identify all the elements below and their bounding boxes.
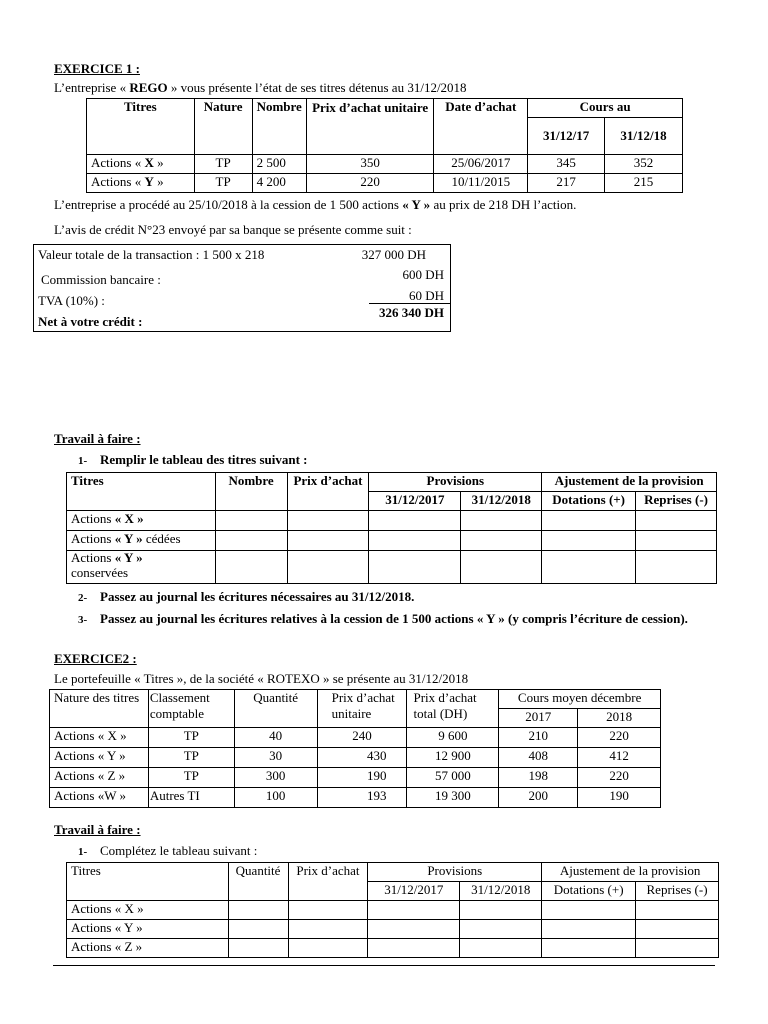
cell-quantite: 100	[234, 788, 317, 808]
question-1-3: 3- Passez au journal les écritures relatives à la cession de 1 500 actions « Y » (y compris l’écriture de cession).	[78, 611, 688, 626]
col-header-cours-2018: 31/12/18	[605, 118, 683, 155]
cell-prix-total: 9 600	[407, 728, 499, 748]
col-header-provisions: Provisions	[368, 863, 542, 882]
cell-titre: Actions « X »	[67, 511, 216, 531]
cell-titre: Actions « Y »	[67, 920, 229, 939]
col-header-quantite: Quantité	[228, 863, 288, 901]
exercise-1-title: EXERCICE 1 :	[54, 61, 140, 76]
exercise-1-intro	[54, 80, 467, 96]
cell-nature: TP	[194, 155, 252, 174]
cell-2018: 220	[578, 728, 661, 748]
avis-value-tva: 60 DH	[408, 288, 444, 303]
cell-input[interactable]	[542, 531, 636, 551]
cell-titre: Actions « Y »	[87, 174, 195, 193]
col-header-2017: 2017	[499, 709, 578, 728]
cell-classement: Autres TI	[148, 788, 234, 808]
cell-input[interactable]	[542, 939, 636, 958]
cell-date: 25/06/2017	[434, 155, 528, 174]
cell-input[interactable]	[636, 531, 717, 551]
col-header-titres: Titres	[87, 99, 195, 155]
cell-input[interactable]	[215, 531, 287, 551]
col-header-classement: Classement comptable	[148, 690, 234, 728]
avis-label-transaction: Valeur totale de la transaction : 1 500 x 218	[38, 247, 265, 262]
cell-nature: Actions « Z »	[50, 768, 149, 788]
cell-input[interactable]	[636, 551, 717, 584]
cell-input[interactable]	[460, 939, 542, 958]
cell-nombre: 2 500	[252, 155, 306, 174]
exercise-2-title: EXERCICE2 :	[54, 651, 137, 666]
intro-text: L’entreprise «	[54, 80, 130, 95]
travail-2-title: Travail à faire :	[54, 822, 141, 837]
cell-quantite: 30	[234, 748, 317, 768]
cell-2017: 210	[499, 728, 578, 748]
cell-quantite: 300	[234, 768, 317, 788]
cell-prix-total: 19 300	[407, 788, 499, 808]
cell-input[interactable]	[636, 939, 719, 958]
cell-input[interactable]	[636, 920, 719, 939]
company-name: REGO	[129, 80, 168, 95]
table-row	[50, 728, 661, 748]
cell-2017: 408	[499, 748, 578, 768]
question-1-2: 2- Passez au journal les écritures nécessaires au 31/12/2018.	[78, 589, 415, 604]
col-header-titres: Titres	[67, 473, 216, 511]
col-header-prix: Prix d’achat	[287, 473, 369, 511]
cession-text: L’entreprise a procédé au 25/10/2018 à la cession de 1 500 actions « Y » au prix de 218 DH l’action.	[54, 197, 577, 212]
table-row	[67, 939, 719, 958]
portfolio-table	[49, 689, 661, 808]
travail-1-title: Travail à faire :	[54, 431, 141, 446]
cell-input[interactable]	[215, 551, 287, 584]
cell-nature: TP	[194, 174, 252, 193]
cell-titre: Actions « X »	[67, 901, 229, 920]
cell-classement: TP	[148, 728, 234, 748]
cell-input[interactable]	[287, 551, 369, 584]
table-row	[87, 155, 683, 174]
cell-prix-unitaire: 240	[317, 728, 407, 748]
cell-input[interactable]	[287, 531, 369, 551]
cell-input[interactable]	[460, 901, 542, 920]
table-row	[50, 768, 661, 788]
cell-cours-2018: 215	[605, 174, 683, 193]
col-header-prix: Prix d’achat	[288, 863, 368, 901]
col-header-ajustement: Ajustement de la provision	[542, 863, 719, 882]
col-header-nombre: Nombre	[215, 473, 287, 511]
cell-input[interactable]	[542, 511, 636, 531]
cell-prix-total: 12 900	[407, 748, 499, 768]
cell-input[interactable]	[368, 901, 460, 920]
col-header-reprises: Reprises (-)	[636, 882, 719, 901]
cell-titre: Actions « X »	[87, 155, 195, 174]
avis-label-tva: TVA (10%) :	[38, 293, 105, 308]
cell-input[interactable]	[461, 511, 542, 531]
cell-input[interactable]	[369, 531, 461, 551]
cell-nature: Actions « Y »	[50, 748, 149, 768]
cell-prix-unitaire: 430	[317, 748, 407, 768]
cell-prix-total: 57 000	[407, 768, 499, 788]
cell-input[interactable]	[636, 901, 719, 920]
titles-table	[86, 98, 683, 193]
avis-label-net: Net à votre crédit :	[38, 314, 143, 329]
cell-input[interactable]	[228, 939, 288, 958]
avis-intro: L’avis de crédit N°23 envoyé par sa banque se présente comme suit :	[54, 222, 412, 237]
cell-input[interactable]	[542, 901, 636, 920]
cell-input[interactable]	[288, 939, 368, 958]
cell-titre: Actions « Z »	[67, 939, 229, 958]
cell-input[interactable]	[215, 511, 287, 531]
cell-nature: Actions « X »	[50, 728, 149, 748]
cell-input[interactable]	[228, 920, 288, 939]
exercise-2-intro: Le portefeuille « Titres », de la société « ROTEXO » se présente au 31/12/2018	[54, 671, 469, 686]
cell-prix: 220	[306, 174, 434, 193]
cell-input[interactable]	[228, 901, 288, 920]
col-header-prov-2018: 31/12/2018	[460, 882, 542, 901]
question-2-1: 1- Complétez le tableau suivant :	[78, 843, 258, 858]
page-bottom-rule	[53, 965, 715, 966]
cell-input[interactable]	[542, 920, 636, 939]
col-header-prix-total: Prix d’achat total (DH)	[407, 690, 499, 728]
table-row	[50, 788, 661, 808]
table-row	[67, 920, 719, 939]
cell-input[interactable]	[368, 939, 460, 958]
provisions-table-2	[66, 862, 719, 958]
cell-classement: TP	[148, 768, 234, 788]
table-row	[67, 551, 717, 584]
cell-titre: Actions « Y » cédées	[67, 531, 216, 551]
cell-nombre: 4 200	[252, 174, 306, 193]
cell-cours-2018: 352	[605, 155, 683, 174]
credit-notice-box	[33, 244, 451, 332]
col-header-cours: Cours moyen décembre	[499, 690, 661, 709]
cell-input[interactable]	[288, 901, 368, 920]
col-header-quantite: Quantité	[234, 690, 317, 728]
cell-input[interactable]	[369, 511, 461, 531]
table-row	[67, 511, 717, 531]
col-header-date: Date d’achat	[434, 99, 528, 155]
col-header-nature: Nature	[194, 99, 252, 155]
col-header-cours: Cours au	[528, 99, 683, 118]
cell-2018: 412	[578, 748, 661, 768]
cell-2017: 198	[499, 768, 578, 788]
cell-input[interactable]	[636, 511, 717, 531]
col-header-prov-2017: 31/12/2017	[368, 882, 460, 901]
question-1-1: 1- Remplir le tableau des titres suivant :	[78, 452, 308, 467]
cell-2018: 220	[578, 768, 661, 788]
col-header-prov-2018: 31/12/2018	[461, 492, 542, 511]
intro-text-end: » vous présente l’état de ses titres détenus au 31/12/2018	[167, 80, 467, 95]
table-row	[67, 531, 717, 551]
table-row	[87, 174, 683, 193]
cell-titre: Actions « Y » conservées	[67, 551, 216, 584]
cell-input[interactable]	[287, 511, 369, 531]
col-header-reprises: Reprises (-)	[636, 492, 717, 511]
avis-label-commission: Commission bancaire :	[41, 272, 161, 287]
col-header-titres: Titres	[67, 863, 229, 901]
col-header-provisions: Provisions	[369, 473, 542, 492]
avis-value-transaction: 327 000 DH	[361, 247, 426, 262]
table-row	[67, 901, 719, 920]
cell-date: 10/11/2015	[434, 174, 528, 193]
col-header-prix: Prix d’achat unitaire	[306, 99, 434, 155]
avis-value-net: 326 340 DH	[379, 305, 444, 320]
cell-input[interactable]	[461, 551, 542, 584]
cell-cours-2017: 217	[528, 174, 605, 193]
col-header-cours-2017: 31/12/17	[528, 118, 605, 155]
col-header-prix-unitaire: Prix d’achat unitaire	[317, 690, 407, 728]
provisions-table-1	[66, 472, 717, 584]
cell-input[interactable]	[369, 551, 461, 584]
col-header-prov-2017: 31/12/2017	[369, 492, 461, 511]
col-header-dotations: Dotations (+)	[542, 492, 636, 511]
cell-input[interactable]	[542, 551, 636, 584]
cell-input[interactable]	[460, 920, 542, 939]
cell-nature: Actions «W »	[50, 788, 149, 808]
cell-input[interactable]	[461, 531, 542, 551]
cell-input[interactable]	[368, 920, 460, 939]
cell-input[interactable]	[288, 920, 368, 939]
avis-separator	[369, 303, 450, 304]
cell-prix: 350	[306, 155, 434, 174]
table-row	[50, 748, 661, 768]
cell-2017: 200	[499, 788, 578, 808]
col-header-nature: Nature des titres	[50, 690, 149, 728]
cell-2018: 190	[578, 788, 661, 808]
col-header-2018: 2018	[578, 709, 661, 728]
cell-classement: TP	[148, 748, 234, 768]
cell-prix-unitaire: 190	[317, 768, 407, 788]
cell-prix-unitaire: 193	[317, 788, 407, 808]
cell-quantite: 40	[234, 728, 317, 748]
cell-cours-2017: 345	[528, 155, 605, 174]
col-header-nombre: Nombre	[252, 99, 306, 155]
col-header-ajustement: Ajustement de la provision	[542, 473, 717, 492]
col-header-dotations: Dotations (+)	[542, 882, 636, 901]
avis-value-commission: 600 DH	[402, 267, 444, 282]
